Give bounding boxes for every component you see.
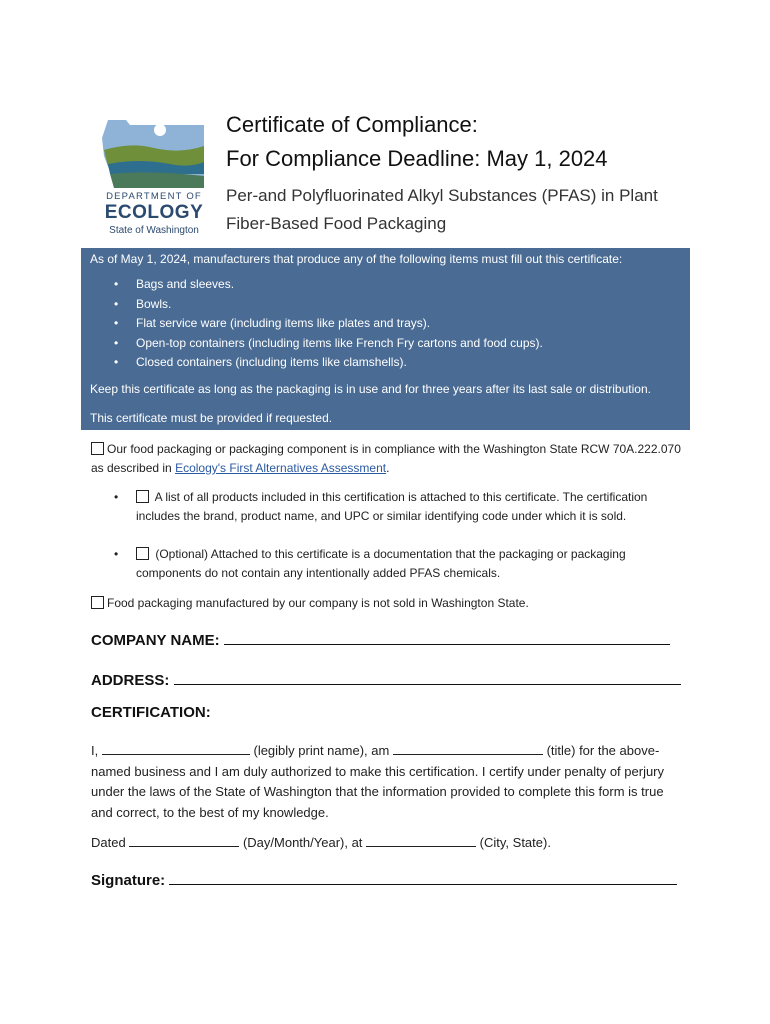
list-item (81, 297, 543, 317)
signature-label: Signature: (91, 872, 166, 889)
compliance-text: Our food packaging or packaging component is in compliance with the Washington State RCW 70A.222.070 as described in (91, 442, 681, 475)
company-name-input[interactable] (224, 630, 670, 645)
bullet: • (114, 277, 119, 291)
product-list-option (114, 488, 684, 526)
bullet: • (114, 335, 119, 350)
bullet: • (114, 296, 119, 311)
cert-body: above-named business and I am duly authorized to make this certification. I certify under penalty of perjury under the laws of the State of Washington that the information provided to complete this form is true and correct, to the best of my knowledge. (91, 743, 665, 820)
cert-title: (title) for the (546, 743, 616, 758)
address-input[interactable] (174, 670, 681, 685)
city-input[interactable] (366, 834, 476, 847)
dated-label: Dated (91, 835, 126, 850)
banner-keep-text: Keep this certificate as long as the packaging is in use and for three years after its last sale or distribution. (90, 382, 651, 396)
cert-print-name: (legibly print name), am (253, 743, 390, 758)
bullet: • (114, 316, 119, 330)
documentation-option (114, 545, 684, 583)
certification-text (91, 741, 676, 823)
product-list-checkbox[interactable] (136, 490, 149, 503)
company-name-label: COMPANY NAME: (91, 632, 220, 649)
print-name-input[interactable] (102, 742, 250, 755)
title-input[interactable] (393, 742, 543, 755)
first-alternatives-link[interactable]: Ecology's First Alternatives Assessment (175, 461, 387, 475)
bullet: • (114, 547, 119, 561)
documentation-text: (Optional) Attached to this certificate is a documentation that the packaging or packaging components do not contain any intentionally added PFAS chemicals. (136, 547, 626, 580)
not-sold-option (91, 594, 529, 613)
list-item (81, 277, 543, 297)
list-item-label: Closed containers (including items like clamshells). (136, 355, 407, 369)
date-input[interactable] (129, 834, 239, 847)
address-field (91, 670, 681, 689)
compliance-option (91, 440, 681, 478)
compliance-checkbox[interactable] (91, 442, 104, 455)
item-list (81, 277, 543, 375)
list-item (81, 316, 543, 336)
product-list-text: A list of all products included in this certification is attached to this certificate. The certification includes the brand, product name, and UPC or similar identifying code under which it is sold. (136, 490, 648, 523)
logo-state-text: State of Washington (109, 225, 199, 236)
signature-field (91, 870, 677, 889)
list-item-label: Bags and sleeves. (136, 277, 235, 291)
bullet: • (114, 355, 119, 369)
not-sold-checkbox[interactable] (91, 596, 104, 609)
list-item-label: Open-top containers (including items like French Fry cartons and food cups). (136, 335, 543, 350)
city-label: (City, State). (479, 835, 551, 850)
page-subtitle: Per-and Polyfluorinated Alkyl Substances (PFAS) in Plant Fiber-Based Food Packaging (226, 186, 658, 233)
logo-ecology-text: ECOLOGY (104, 202, 204, 223)
certification-heading: CERTIFICATION: (91, 704, 211, 721)
info-banner (81, 248, 690, 430)
list-item-label: Bowls. (136, 296, 172, 311)
company-name-field (91, 630, 670, 649)
list-item (81, 355, 543, 375)
not-sold-text: Food packaging manufactured by our company is not sold in Washington State. (107, 596, 529, 610)
washington-state-logo-icon (100, 116, 208, 190)
address-label: ADDRESS: (91, 672, 170, 689)
documentation-checkbox[interactable] (136, 547, 149, 560)
ecology-logo (100, 116, 208, 241)
logo-department-text: DEPARTMENT OF (106, 191, 202, 202)
date-format-label: (Day/Month/Year), at (242, 835, 363, 850)
compliance-end: . (386, 461, 390, 475)
page-title-line2: For Compliance Deadline: May 1, 2024 (226, 146, 608, 171)
page-title-line1: Certificate of Compliance: (226, 112, 478, 137)
banner-intro: As of May 1, 2024, manufacturers that produce any of the following items must fill out this certificate: (90, 252, 623, 266)
dated-line (91, 834, 551, 850)
signature-input[interactable] (169, 870, 677, 885)
list-item-label: Flat service ware (including items like plates and trays). (136, 316, 431, 330)
list-item (81, 336, 543, 356)
bullet: • (114, 490, 119, 504)
banner-must-text: This certificate must be provided if requested. (90, 411, 333, 425)
cert-i: I, (91, 743, 99, 758)
